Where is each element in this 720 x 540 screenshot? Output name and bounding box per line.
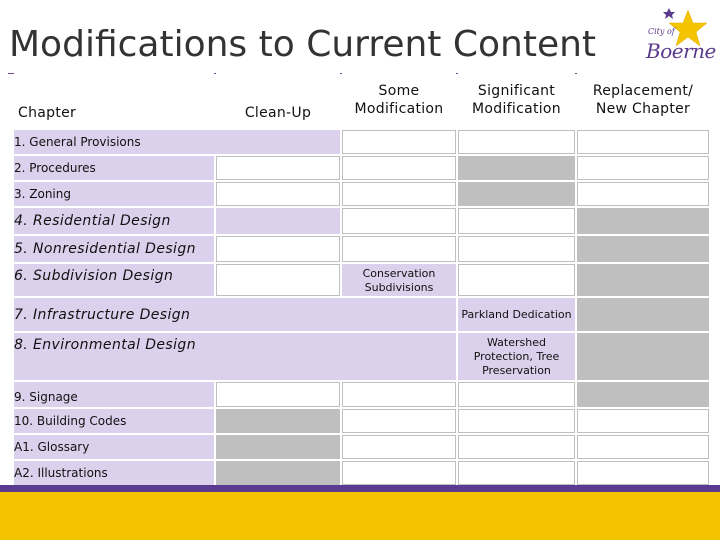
- some-cell: [342, 208, 456, 234]
- some-cell: [342, 130, 456, 154]
- table-row: [14, 409, 709, 433]
- chapter-cell: 9. Signage: [14, 382, 214, 407]
- table-row: [14, 182, 709, 206]
- cleanup-cell: [216, 461, 340, 485]
- slide-title: Modifications to Current Content: [9, 24, 597, 65]
- some-cell: [342, 182, 456, 206]
- replacement-cell: [577, 182, 709, 206]
- chapter-cell: 5. Nonresidential Design: [14, 236, 214, 262]
- significant-note: Watershed Protection, Tree Preservation: [473, 336, 560, 377]
- significant-cell: [458, 435, 575, 459]
- some-cell: [342, 435, 456, 459]
- table-row: [14, 264, 709, 296]
- significant-cell: [458, 409, 575, 433]
- chapter-cell: 6. Subdivision Design: [14, 264, 214, 296]
- significant-cell: [458, 130, 575, 154]
- some-cell: [342, 236, 456, 262]
- header-chapter: Chapter: [14, 72, 214, 128]
- replacement-cell: [577, 264, 709, 296]
- replacement-cell: [577, 409, 709, 433]
- some-cell: [342, 461, 456, 485]
- significant-cell: [458, 382, 575, 407]
- replacement-cell: [577, 130, 709, 154]
- cleanup-cell: [216, 208, 340, 234]
- cleanup-cell: [216, 264, 340, 296]
- some-cell: [342, 264, 456, 296]
- header-row: [14, 72, 709, 128]
- header-replacement: Replacement/ New Chapter: [577, 72, 709, 128]
- significant-cell: [458, 236, 575, 262]
- header-clean-up: Clean-Up: [216, 72, 340, 128]
- table-row: [14, 382, 709, 407]
- significant-cell: [458, 182, 575, 206]
- replacement-cell: [577, 236, 709, 262]
- some-cell: [342, 409, 456, 433]
- cleanup-cell: [216, 156, 340, 180]
- chapter-cell: 8. Environmental Design: [14, 333, 456, 380]
- significant-cell: [458, 333, 575, 380]
- some-cell: [342, 382, 456, 407]
- replacement-cell: [577, 333, 709, 380]
- cleanup-cell: [216, 382, 340, 407]
- table-row: [14, 236, 709, 262]
- cleanup-cell: [216, 236, 340, 262]
- chapter-cell: 2. Procedures: [14, 156, 214, 180]
- table-row: [14, 435, 709, 459]
- significant-note: Parkland Dedication: [461, 308, 572, 322]
- replacement-cell: [577, 461, 709, 485]
- replacement-cell: [577, 208, 709, 234]
- significant-cell: [458, 208, 575, 234]
- chapter-cell: 3. Zoning: [14, 182, 214, 206]
- cleanup-cell: [216, 435, 340, 459]
- logo-boerne: Boerne: [646, 39, 716, 63]
- cleanup-cell: [216, 409, 340, 433]
- header-significant-modification: Significant Modification: [458, 72, 575, 128]
- header-some-modification: Some Modification: [342, 72, 456, 128]
- significant-cell: [458, 461, 575, 485]
- footer-yellow-band: [0, 492, 720, 540]
- table-row: [14, 461, 709, 485]
- replacement-cell: [577, 156, 709, 180]
- chapter-cell: 7. Infrastructure Design: [14, 298, 456, 331]
- chapter-cell: A2. Illustrations: [14, 461, 214, 485]
- logo-city-of: City of: [648, 27, 675, 36]
- modifications-table: [12, 70, 711, 487]
- table-row: [14, 333, 709, 380]
- chapter-cell: 10. Building Codes: [14, 409, 214, 433]
- replacement-cell: [577, 298, 709, 331]
- replacement-cell: [577, 435, 709, 459]
- cleanup-cell: [216, 182, 340, 206]
- footer-purple-band: [0, 485, 720, 492]
- chapter-cell: 1. General Provisions: [14, 130, 340, 154]
- significant-cell: [458, 156, 575, 180]
- chapter-cell: A1. Glossary: [14, 435, 214, 459]
- city-logo: [636, 6, 716, 68]
- chapter-cell: 4. Residential Design: [14, 208, 214, 234]
- significant-cell: [458, 264, 575, 296]
- some-cell: [342, 156, 456, 180]
- table-row: [14, 208, 709, 234]
- table-row: [14, 156, 709, 180]
- table-row: [14, 298, 709, 331]
- some-note: Conservation Subdivisions: [362, 266, 436, 294]
- significant-cell: [458, 298, 575, 331]
- replacement-cell: [577, 382, 709, 407]
- table-row: [14, 130, 709, 154]
